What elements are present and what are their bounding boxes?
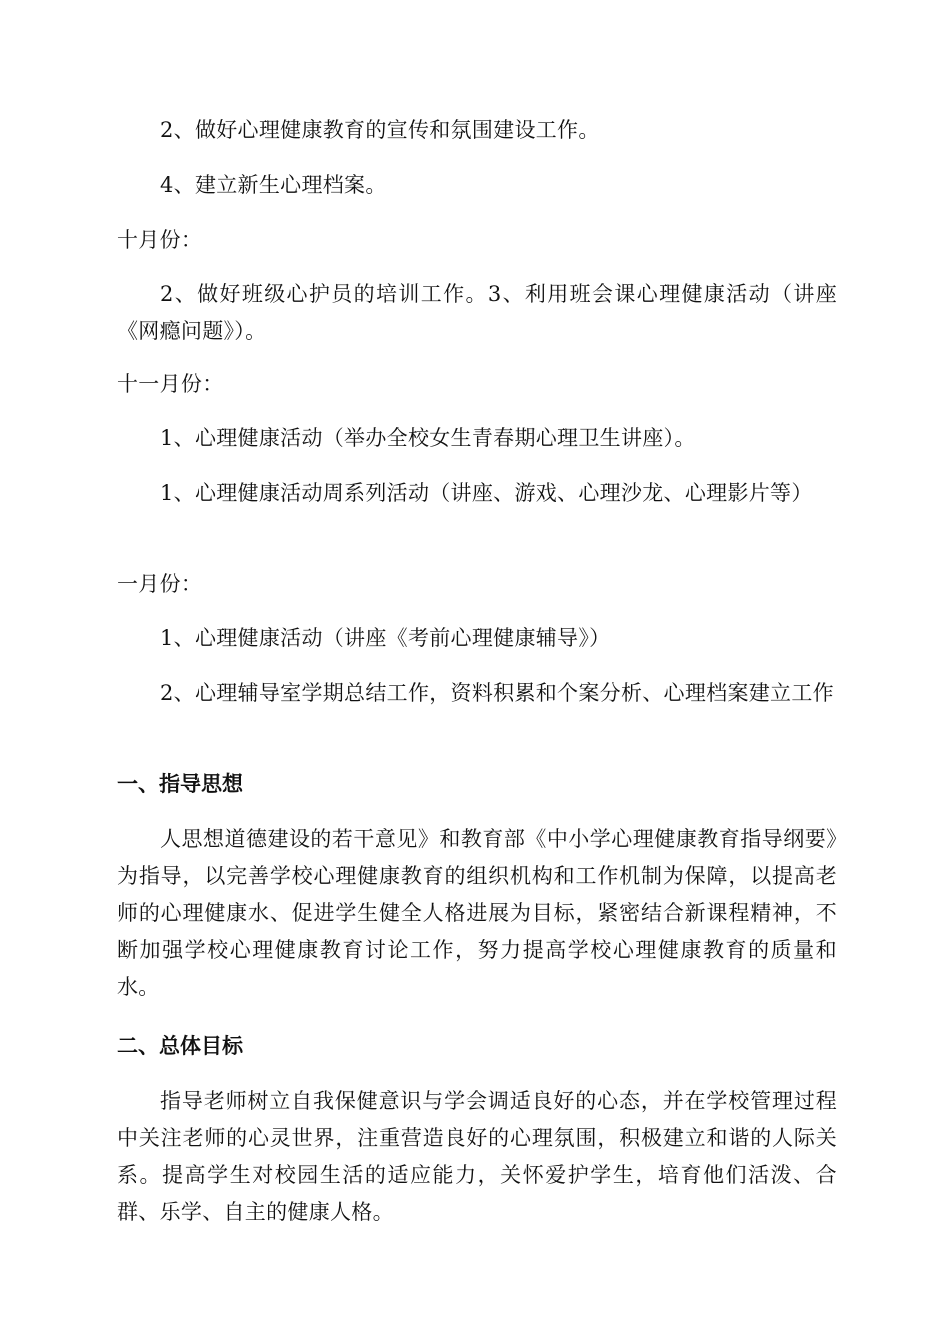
october-item: 2、做好班级心护员的培训工作。3、利用班会课心理健康活动（讲座《网瘾问题》）。 bbox=[117, 282, 837, 343]
november-item-1: 1、心理健康活动（举办全校女生青春期心理卫生讲座）。 bbox=[160, 426, 696, 450]
section-heading-guiding-thought: 一、指导思想 bbox=[117, 772, 243, 796]
sep-item-2: 2、做好心理健康教育的宣传和氛围建设工作。 bbox=[160, 118, 600, 142]
section-body-overall-goal: 指导老师树立自我保健意识与学会调适良好的心态，并在学校管理过程中关注老师的心灵世界，注重营造良好的心理氛围，积极建立和谐的人际关系。提高学生对校园生活的适应能力，关怀爱护学生，培育他们活泼、合群、乐学、自主的健康人格。 bbox=[117, 1089, 837, 1224]
sep-item-4: 4、建立新生心理档案。 bbox=[160, 173, 387, 197]
section-body-guiding-thought: 人思想道德建设的若干意见》和教育部《中小学心理健康教育指导纲要》为指导，以完善学校心理健康教育的组织机构和工作机制为保障，以提高老师的心理健康水、促进学生健全人格进展为目标，紧密结合新课程精神，不断加强学校心理健康教育讨论工作，努力提高学校心理健康教育的质量和水。 bbox=[117, 827, 837, 999]
january-item-1: 1、心理健康活动（讲座《考前心理健康辅导》） bbox=[160, 626, 611, 650]
section-heading-overall-goal: 二、总体目标 bbox=[117, 1034, 243, 1058]
november-label: 十一月份： bbox=[117, 372, 224, 396]
october-label: 十月份： bbox=[117, 228, 203, 252]
january-label: 一月份： bbox=[117, 572, 203, 596]
january-item-2: 2、心理辅导室学期总结工作，资料积累和个案分析、心理档案建立工作 bbox=[160, 681, 834, 705]
november-item-2: 1、心理健康活动周系列活动（讲座、游戏、心理沙龙、心理影片等） bbox=[160, 481, 813, 505]
